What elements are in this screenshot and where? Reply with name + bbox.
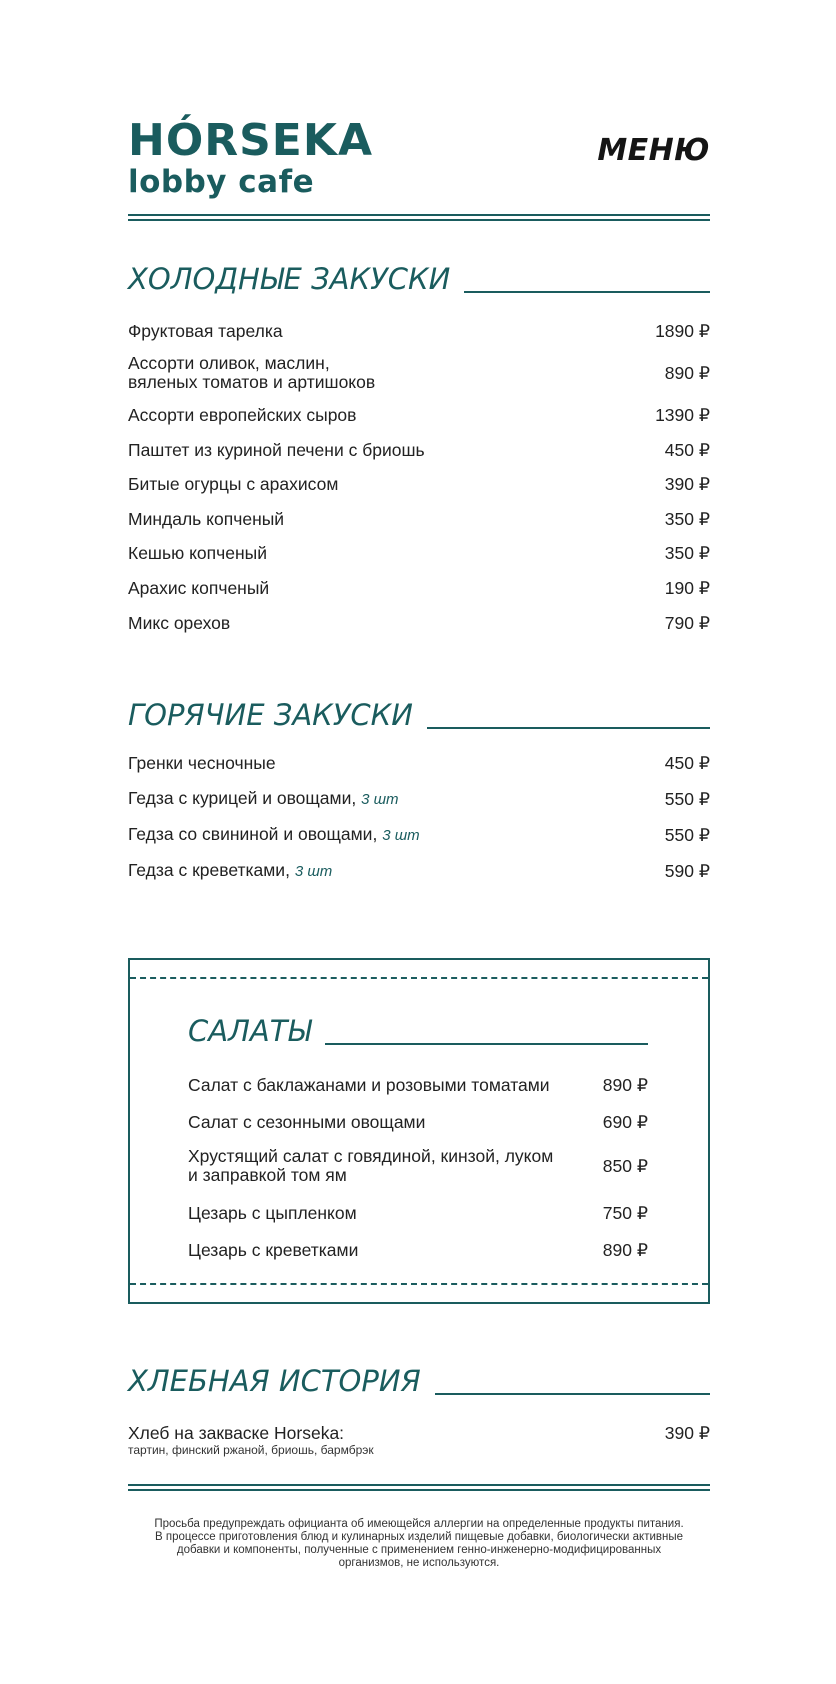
item-name-line2: вяленых томатов и артишоков (128, 372, 376, 392)
footer-divider (128, 1484, 710, 1491)
section-title: ХОЛОДНЫЕ ЗАКУСКИ (128, 262, 451, 296)
item-price: 450 ₽ (664, 753, 710, 773)
section-header (188, 1008, 648, 1048)
menu-item (128, 614, 710, 633)
item-name: Микс орехов (128, 613, 231, 633)
section-title: ГОРЯЧИЕ ЗАКУСКИ (128, 698, 413, 732)
section-bread (128, 1358, 710, 1468)
menu-item (128, 579, 710, 598)
item-price: 190 ₽ (664, 578, 710, 598)
item-price: 850 ₽ (602, 1155, 648, 1176)
item-price: 350 ₽ (664, 543, 710, 563)
item-name (128, 825, 420, 845)
item-description: тартин, финский ржаной, бриошь, бармбрэк (128, 1443, 374, 1457)
item-name (188, 1147, 553, 1185)
item-name: Гренки чесночные (128, 753, 276, 773)
item-name: Ассорти европейских сыров (128, 405, 357, 425)
item-name: Салат с сезонными овощами (188, 1112, 426, 1132)
section-cold-appetizers (128, 256, 710, 636)
notice-line: В процессе приготовления блюд и кулинарных изделий пищевые добавки, биологически активные (154, 1531, 684, 1543)
menu-item (128, 825, 710, 845)
item-qty: 3 шт (294, 863, 333, 880)
item-price: 390 ₽ (664, 1423, 710, 1443)
item-price: 1890 ₽ (655, 321, 710, 341)
menu-item (188, 1113, 648, 1132)
section-header (128, 256, 710, 296)
item-name: Битые огурцы с арахисом (128, 474, 339, 494)
item-name: Фруктовая тарелка (128, 321, 283, 341)
item-name-line1: Хрустящий салат с говядиной, кинзой, луком (188, 1146, 554, 1166)
section-rule (325, 1043, 648, 1045)
item-name (128, 354, 375, 392)
menu-item (188, 1147, 648, 1185)
item-price: 690 ₽ (602, 1112, 648, 1132)
logo-main: HÓRSEKA (128, 115, 374, 166)
menu-item (128, 475, 710, 494)
notice-line: Просьба предупреждать официанта об имеющейся аллергии на определенные продукты питания. (154, 1518, 684, 1530)
item-name-text: Гедза с курицей и овощами, (128, 788, 357, 808)
section-rule (427, 727, 710, 729)
dashed-divider-bottom (130, 1283, 708, 1285)
item-price: 790 ₽ (664, 613, 710, 633)
item-name-text: Хлеб на закваске Horseka: (128, 1423, 345, 1443)
item-name: Кешью копченый (128, 543, 268, 563)
section-header (128, 692, 710, 732)
item-price: 450 ₽ (664, 440, 710, 460)
item-price: 750 ₽ (602, 1203, 648, 1223)
menu-item (188, 1241, 648, 1260)
item-name-line2: и заправкой том ям (188, 1165, 347, 1185)
menu-item (128, 544, 710, 563)
item-price: 390 ₽ (664, 474, 710, 494)
item-price: 590 ₽ (664, 860, 710, 881)
item-price: 1390 ₽ (655, 405, 710, 425)
item-name: Цезарь с креветками (188, 1240, 359, 1260)
section-rule (435, 1393, 710, 1395)
logo (128, 115, 374, 200)
section-rule (464, 291, 710, 293)
section-hot-appetizers (128, 692, 710, 892)
menu-item (128, 322, 710, 341)
item-name-text: Гедза с креветками, (128, 860, 290, 880)
menu-item (128, 789, 710, 809)
item-name: Цезарь с цыпленком (188, 1203, 357, 1223)
menu-item (128, 754, 710, 773)
item-qty: 3 шт (382, 827, 420, 844)
item-price: 350 ₽ (664, 509, 710, 529)
item-name (128, 1424, 374, 1457)
salads-box (128, 958, 710, 1304)
dashed-divider-top (130, 977, 708, 979)
item-price: 890 ₽ (602, 1240, 648, 1260)
notice-line: добавки и компоненты, полученные с применением генно-инженерно-модифицированных (176, 1544, 662, 1556)
menu-item (128, 406, 710, 425)
menu-item (128, 861, 710, 881)
menu-item (188, 1204, 648, 1223)
menu-item (128, 510, 710, 529)
section-header (128, 1358, 710, 1398)
item-qty: 3 шт (361, 791, 399, 808)
item-price: 890 ₽ (664, 362, 710, 383)
allergy-notice (128, 1518, 710, 1570)
menu-item (128, 354, 710, 392)
notice-line: организмов, не используются. (338, 1557, 500, 1569)
menu-item (128, 1424, 710, 1457)
menu-item (128, 441, 710, 460)
item-name-line1: Ассорти оливок, маслин, (128, 353, 330, 373)
item-name: Паштет из куриной печени с бриошь (128, 440, 425, 460)
item-name (128, 861, 332, 881)
logo-sub: lobby cafe (128, 164, 315, 200)
item-price: 550 ₽ (664, 788, 710, 809)
item-name: Салат с баклажанами и розовыми томатами (188, 1075, 550, 1095)
item-price: 550 ₽ (664, 824, 710, 845)
header-divider (128, 214, 710, 221)
item-price: 890 ₽ (602, 1075, 648, 1095)
item-name: Арахис копченый (128, 578, 270, 598)
item-name (128, 789, 399, 809)
section-title: ХЛЕБНАЯ ИСТОРИЯ (128, 1364, 421, 1398)
item-name-text: Гедза со свининой и овощами, (128, 824, 378, 844)
section-salads (188, 1008, 648, 1268)
menu-item (188, 1076, 648, 1095)
item-name: Миндаль копченый (128, 509, 285, 529)
section-title: САЛАТЫ (188, 1014, 312, 1048)
menu-title: МЕНЮ (597, 133, 710, 168)
